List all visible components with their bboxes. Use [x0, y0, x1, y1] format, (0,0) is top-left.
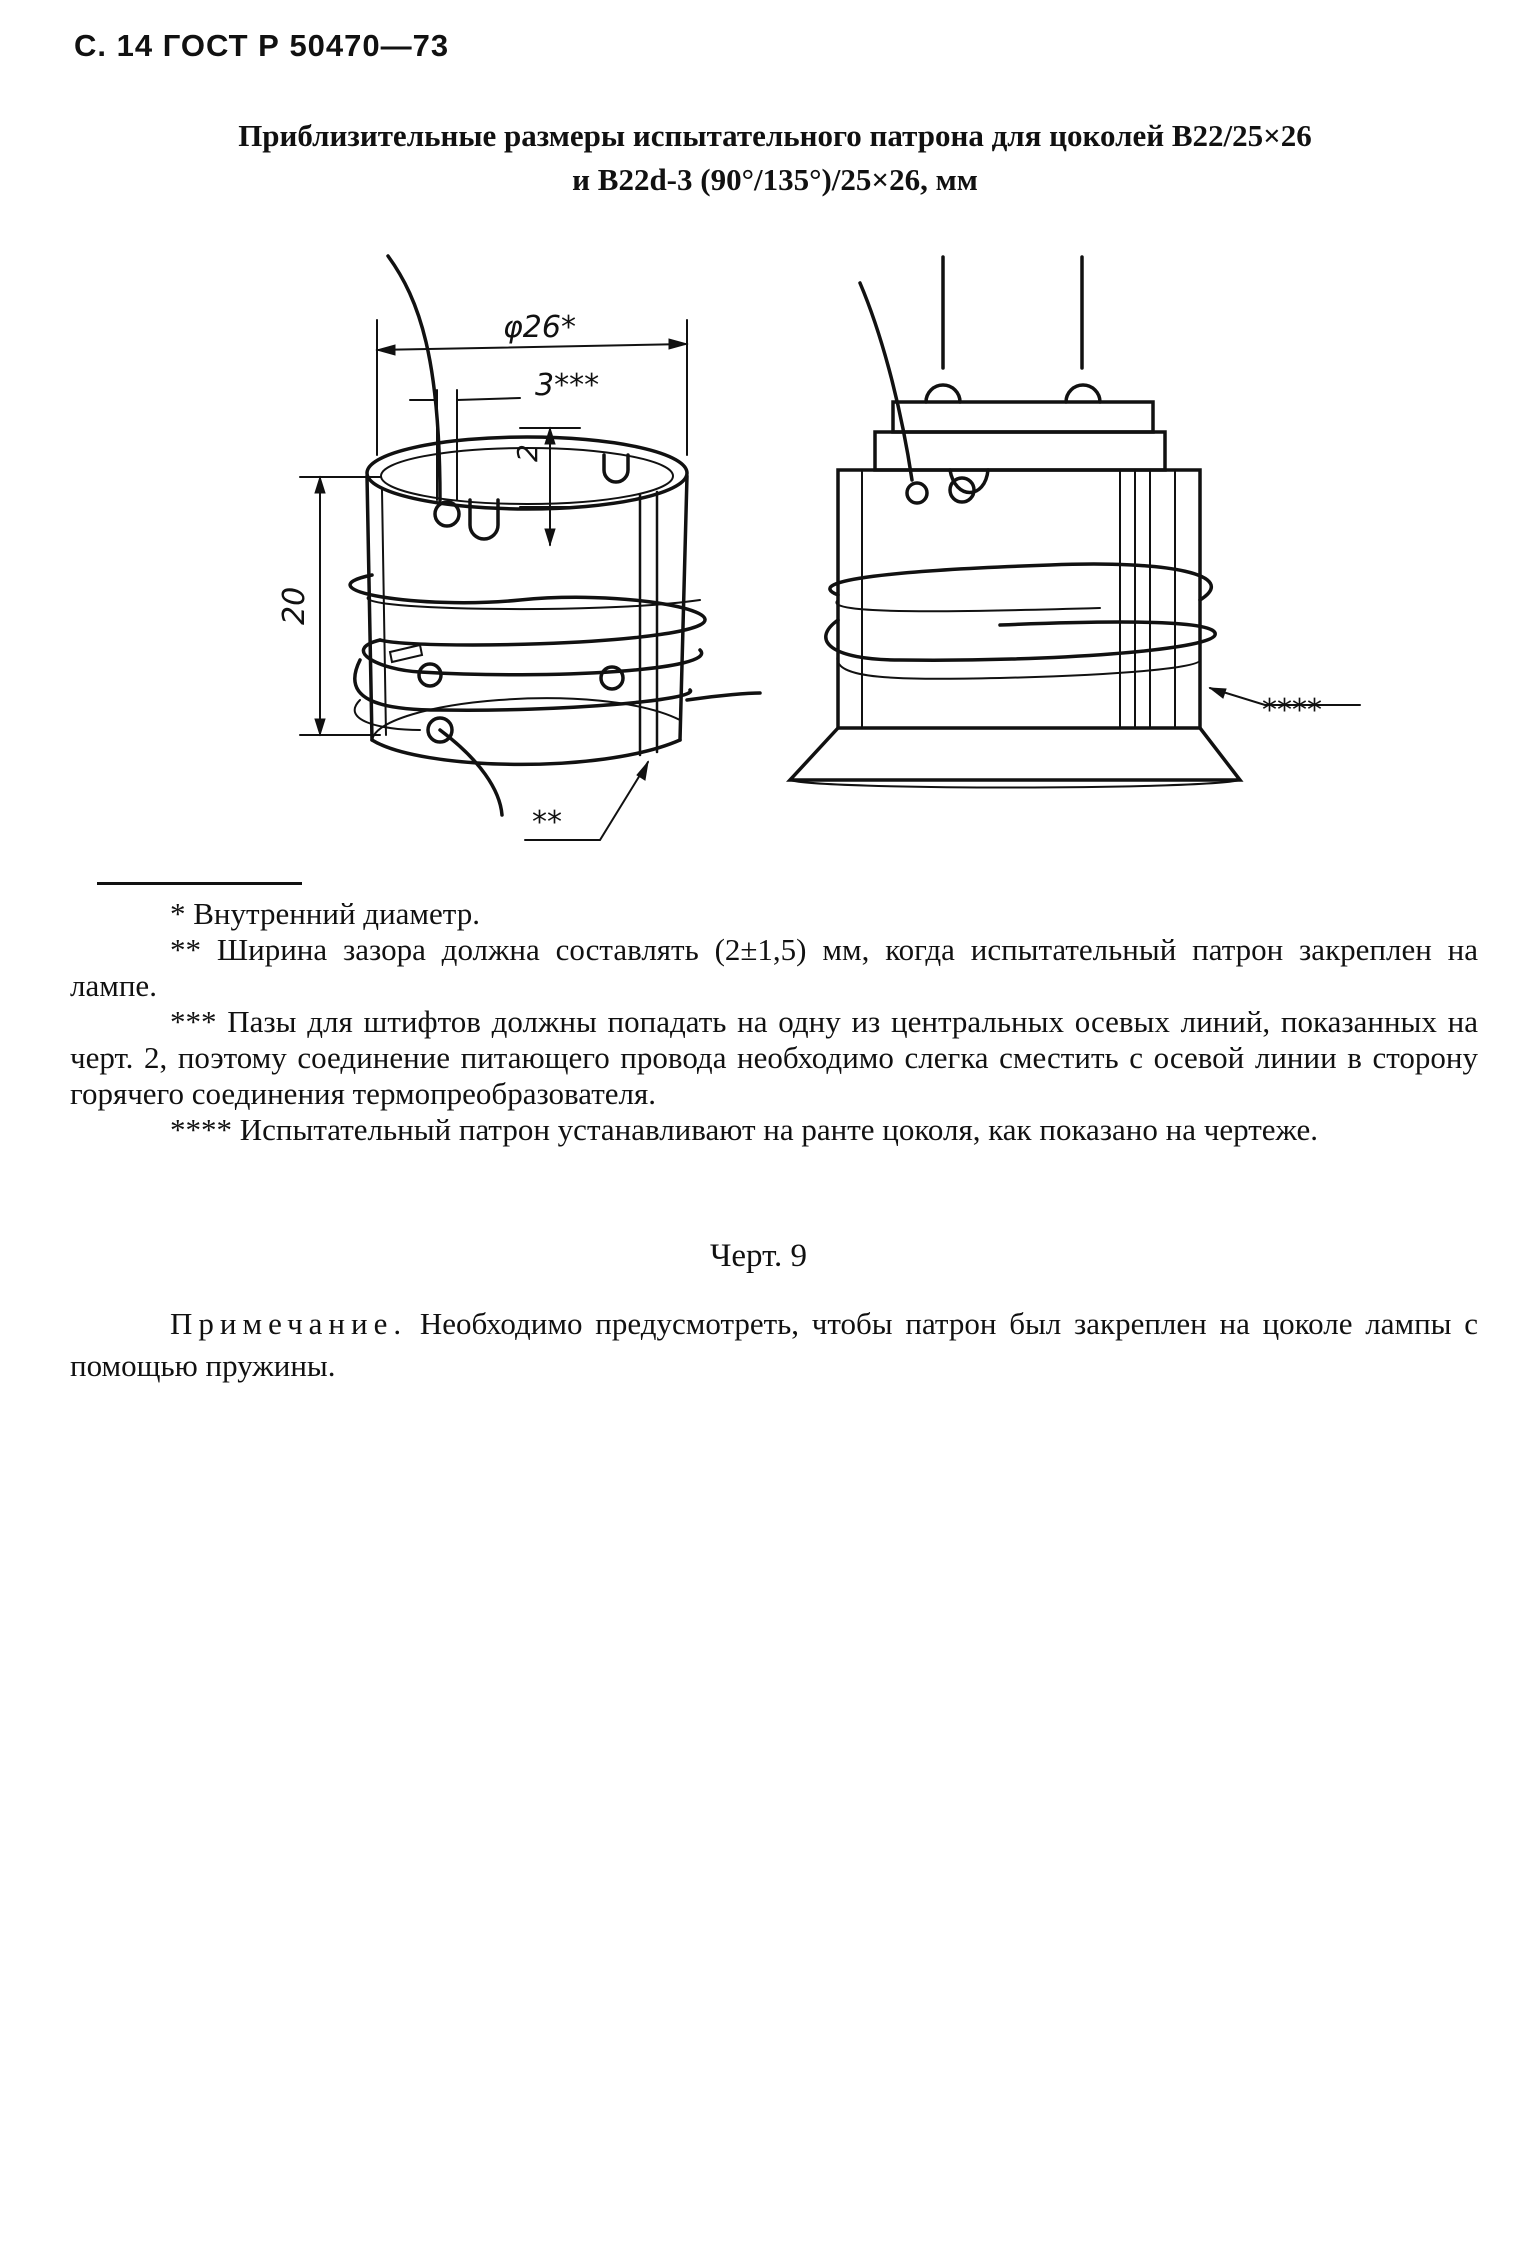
remark-label: Примечание.: [170, 1306, 408, 1341]
dim-slot-depth-label: 2: [511, 444, 544, 462]
dim-diameter-label: φ26*: [503, 310, 576, 345]
footnote-1: * Внутренний диаметр.: [170, 896, 480, 931]
page-header: С. 14 ГОСТ Р 50470—73: [74, 28, 450, 63]
title-line-1: Приблизительные размеры испытательного патрона для цоколей В22/25×26: [238, 118, 1312, 153]
footnote-2: ** Ширина зазора должна составлять (2±1,5) мм, когда испытательный патрон закреплен на лампе.: [70, 932, 1478, 1003]
footnote-3: *** Пазы для штифтов должны попадать на одну из центральных осевых линий, показанных на черт. 2, поэтому соединение питающего провода необходимо слегка сместить с осевой линии в сторону горячего соединения термопреобразователя.: [70, 1004, 1478, 1111]
title-line-2: и В22d-3 (90°/135°)/25×26, мм: [572, 162, 978, 197]
dim-height-label: 20: [277, 586, 312, 625]
footnote-separator: [97, 882, 302, 885]
figure-caption: Черт. 9: [709, 1238, 808, 1274]
technical-drawing: [0, 0, 1517, 880]
footnotes: [70, 896, 1478, 1148]
remark-text: Необходимо предусмотреть, чтобы патрон был закреплен на цоколе лампы с помощью пружины.: [70, 1306, 1478, 1383]
footnote-4: **** Испытательный патрон устанавливают на ранте цоколя, как показано на чертеже.: [170, 1112, 1319, 1147]
gap-mark-label: **: [532, 805, 562, 840]
rim-mark-label: ****: [1262, 693, 1322, 728]
remark: [70, 1303, 1478, 1387]
dim-slot-width-label: 3***: [535, 368, 600, 403]
